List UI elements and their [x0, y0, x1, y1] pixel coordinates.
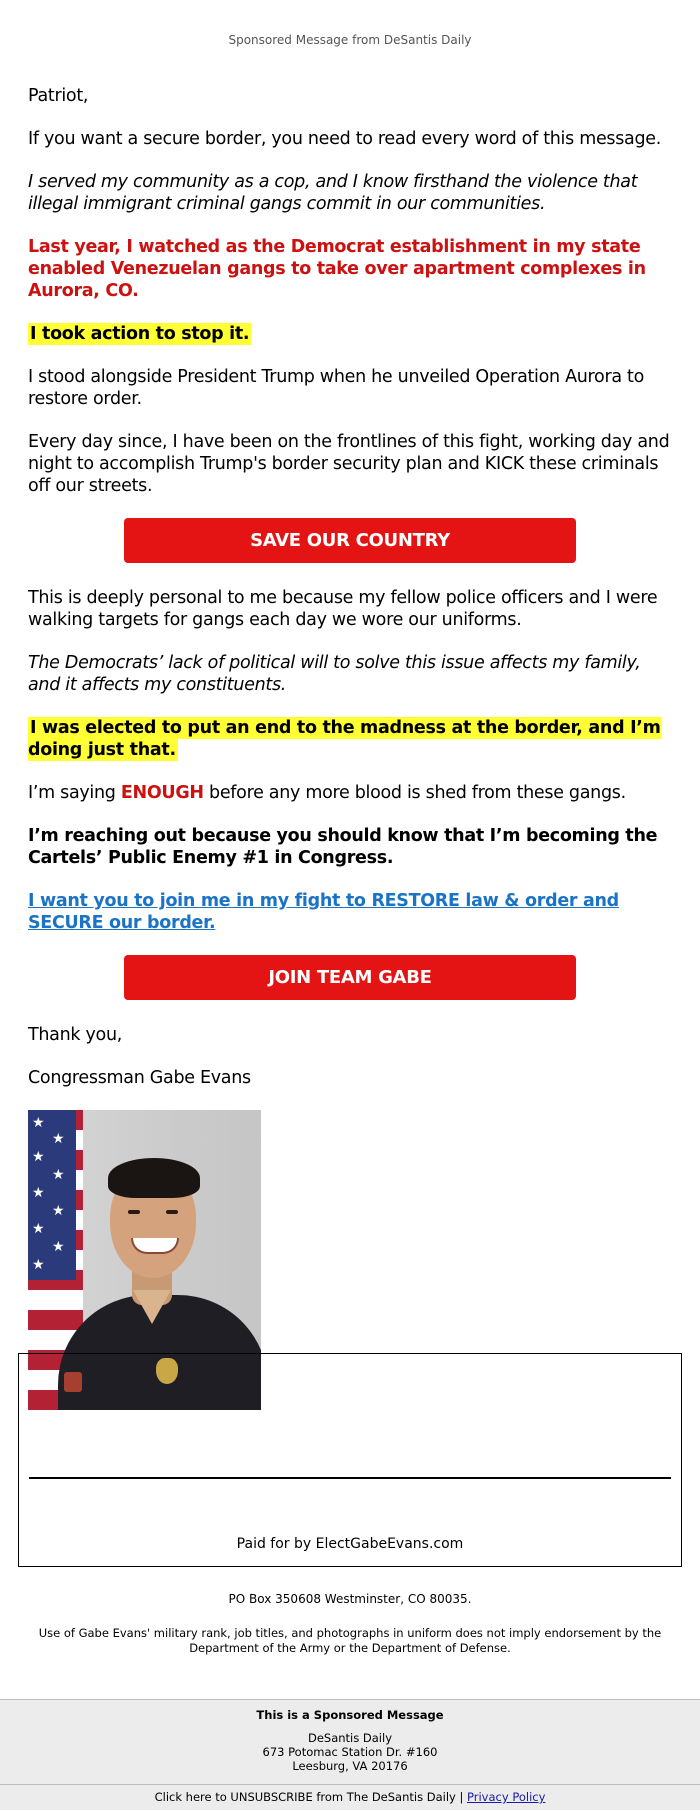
footer-address-line: DeSantis Daily [307, 1731, 392, 1745]
paragraph-served-community: I served my community as a cop, and I know firsthand the violence that illegal immigrant criminal gangs commit in our communities. [28, 172, 638, 214]
paragraph-secure-border: If you want a secure border, you need to read every word of this message. [28, 129, 662, 149]
eye [128, 1210, 140, 1214]
save-our-country-button[interactable]: SAVE OUR COUNTRY [124, 518, 576, 563]
flag-canton: ★ ★ ★ ★ ★ ★ ★ ★ ★ [28, 1110, 76, 1280]
sponsored-header: Sponsored Message from DeSantis Daily [228, 33, 472, 47]
paragraph-democrats: The Democrats’ lack of political will to solve this issue affects my family, and it affects my constituents. [28, 653, 641, 695]
paragraph-took-action [28, 323, 672, 345]
paragraph-aurora: Last year, I watched as the Democrat establishment in my state enabled Venezuelan gangs to take over apartment complexes in Aurora, CO. [28, 237, 646, 301]
paragraph-personal: This is deeply personal to me because my fellow police officers and I were walking targets for gangs each day we wore our uniforms. [28, 588, 658, 630]
footer [0, 1699, 700, 1810]
hair [108, 1158, 200, 1198]
paid-for-text: Paid for by ElectGabeEvans.com [236, 1536, 464, 1552]
highlighted-text: I took action to stop it. [30, 324, 250, 344]
highlighted-text: I was elected to put an end to the madness at the border, and I’m doing just that. [28, 718, 661, 760]
unsubscribe-link[interactable]: Click here to UNSUBSCRIBE from The DeSantis Daily | [154, 1790, 468, 1804]
email-body [0, 85, 700, 1410]
paragraph-operation-aurora: I stood alongside President Trump when he unveiled Operation Aurora to restore order. [28, 367, 645, 409]
military-disclaimer: Use of Gabe Evans' military rank, job titles, and photographs in uniform does not imply endorsement by the Department of the Army or the Department of Defense. [38, 1626, 662, 1655]
po-box-address: PO Box 350608 Westminster, CO 80035. [228, 1592, 472, 1606]
unsubscribe-bar [0, 1784, 700, 1811]
paragraph-enough [28, 782, 672, 804]
footer-address-line: 673 Potomac Station Dr. #160 [262, 1745, 438, 1759]
text-fragment: I’m saying [28, 783, 121, 803]
eye [166, 1210, 178, 1214]
text-fragment: before any more blood is shed from these gangs. [203, 783, 626, 803]
join-fight-link[interactable]: I want you to join me in my fight to RESTORE law & order and SECURE our border. [28, 891, 619, 933]
signature: Congressman Gabe Evans [28, 1068, 251, 1088]
greeting: Patriot, [28, 86, 89, 106]
cta-container [28, 518, 672, 563]
footer-address-line: Leesburg, VA 20176 [292, 1759, 408, 1773]
footer-address [0, 1731, 700, 1773]
join-team-gabe-button[interactable]: JOIN TEAM GABE [124, 955, 576, 1000]
signature-rule [29, 1477, 671, 1479]
cta-container [28, 955, 672, 1000]
paragraph-join-link [28, 890, 672, 934]
paragraph-frontlines: Every day since, I have been on the frontlines of this fight, working day and night to accomplish Trump's border security plan and KICK these criminals off our streets. [28, 432, 670, 496]
paid-for-box [18, 1353, 682, 1567]
footer-title: This is a Sponsored Message [256, 1708, 444, 1722]
enough-emphasis: ENOUGH [120, 783, 204, 803]
privacy-policy-link[interactable]: Privacy Policy [467, 1790, 546, 1804]
paragraph-elected [28, 717, 672, 761]
signoff: Thank you, [28, 1025, 123, 1045]
paragraph-cartels: I’m reaching out because you should know that I’m becoming the Cartels’ Public Enemy #1 in Congress. [28, 826, 658, 868]
